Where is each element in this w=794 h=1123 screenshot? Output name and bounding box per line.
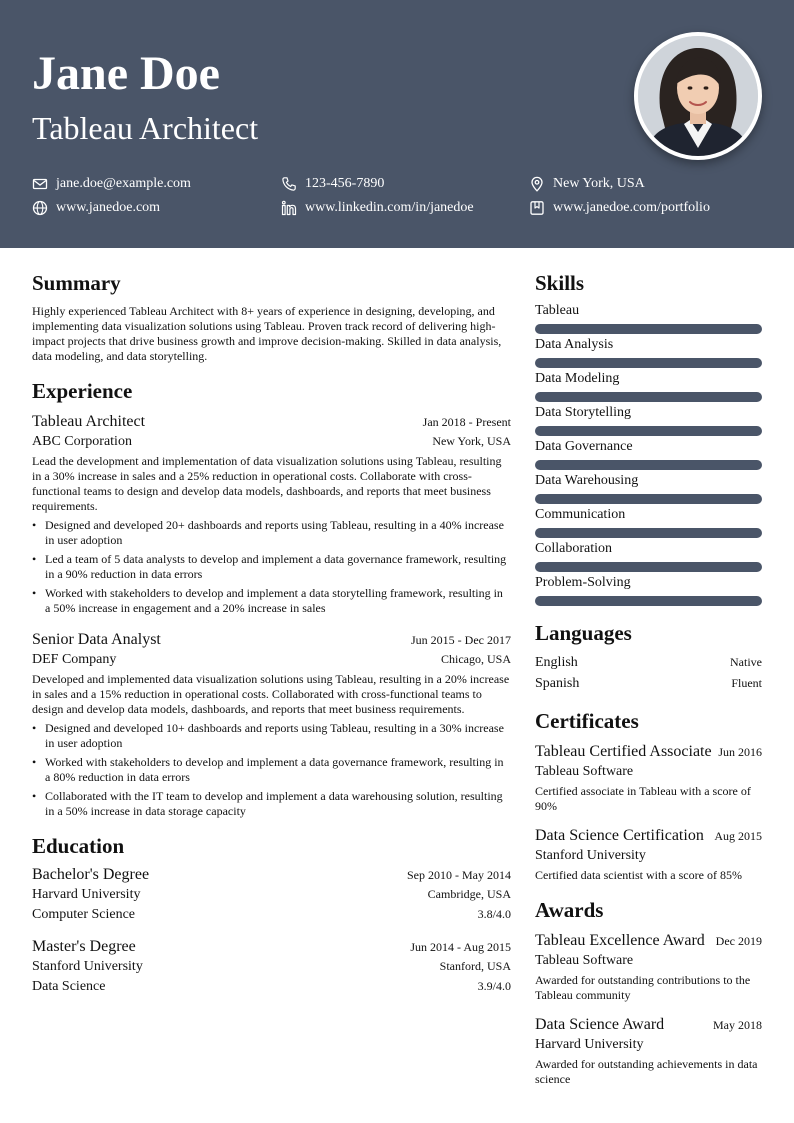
certificate-description: Certified associate in Tableau with a score of 90% bbox=[535, 784, 751, 813]
contact-portfolio-text[interactable]: www.janedoe.com/portfolio bbox=[553, 200, 710, 215]
job-entry bbox=[32, 630, 511, 819]
languages-heading: Languages bbox=[535, 621, 632, 645]
side-column bbox=[535, 270, 762, 1087]
field-of-study: Data Science bbox=[32, 979, 106, 994]
education-entry bbox=[32, 865, 511, 925]
candidate-name: Jane Doe bbox=[32, 47, 220, 100]
job-title: Tableau Architect bbox=[32, 413, 146, 430]
award-description: Awarded for outstanding contributions to the Tableau community bbox=[535, 973, 751, 1002]
certificate-issuer: Tableau Software bbox=[535, 764, 634, 779]
certificate-title: Tableau Certified Associate bbox=[535, 743, 712, 760]
skill-item bbox=[535, 506, 762, 538]
certificate-item bbox=[535, 826, 762, 883]
mail-icon bbox=[32, 176, 48, 192]
contact-website[interactable] bbox=[32, 199, 160, 217]
award-item bbox=[535, 931, 762, 1003]
contact-website-text[interactable]: www.janedoe.com bbox=[56, 200, 161, 215]
language-level: Native bbox=[730, 655, 762, 669]
skill-item bbox=[535, 438, 762, 470]
awards-heading: Awards bbox=[535, 898, 604, 922]
contact-portfolio[interactable] bbox=[529, 199, 710, 217]
job-achievement: • Worked with stakeholders to develop and implement a data storytelling framework, resulting in a 50% increase in engagement and a 20% increase in sales bbox=[32, 586, 511, 616]
language-item bbox=[535, 652, 762, 673]
location-pin-icon bbox=[529, 176, 545, 192]
job-description: Developed and implemented data visualization solutions using Tableau, resulting in a 20% increase in sales and a 15% reduction in operational costs. Collaborated with cross-functional teams to design and develop data models, dashboards, and reports that meet business requirements. bbox=[32, 672, 510, 716]
job-achievement: • Led a team of 5 data analysts to develop and implement a data governance framework, resulting in a 90% reduction in data errors bbox=[32, 552, 511, 582]
phone-icon bbox=[281, 176, 297, 192]
skill-name: Data Storytelling bbox=[535, 405, 632, 420]
skill-level-bar bbox=[535, 392, 762, 402]
certificate-item bbox=[535, 742, 762, 814]
job-company: DEF Company bbox=[32, 652, 117, 667]
education-entry bbox=[32, 937, 511, 997]
job-achievement: • Designed and developed 10+ dashboards and reports using Tableau, resulting in a 30% increase in user adoption bbox=[32, 721, 511, 751]
experience-section bbox=[32, 378, 511, 819]
profile-portrait-image bbox=[638, 36, 758, 156]
contact-email-text[interactable]: jane.doe@example.com bbox=[56, 176, 191, 191]
contact-location-text: New York, USA bbox=[553, 176, 645, 191]
award-description: Awarded for outstanding achievements in data science bbox=[535, 1057, 758, 1086]
contact-linkedin[interactable] bbox=[281, 199, 474, 217]
summary-heading: Summary bbox=[32, 271, 121, 295]
skill-name: Data Governance bbox=[535, 439, 633, 454]
job-entry bbox=[32, 412, 511, 616]
skill-name: Collaboration bbox=[535, 541, 612, 556]
language-name: English bbox=[535, 655, 578, 670]
certificate-date: Jun 2016 bbox=[718, 745, 762, 759]
skills-section bbox=[535, 270, 762, 606]
globe-icon bbox=[32, 200, 48, 216]
skill-item bbox=[535, 574, 762, 606]
degree: Bachelor's Degree bbox=[32, 866, 150, 883]
skill-name: Problem-Solving bbox=[535, 575, 631, 590]
skill-level-bar bbox=[535, 596, 762, 606]
languages-section bbox=[535, 620, 762, 694]
education-heading: Education bbox=[32, 834, 125, 858]
skill-name: Data Analysis bbox=[535, 337, 614, 352]
job-achievements bbox=[32, 518, 511, 616]
contact-linkedin-text[interactable]: www.linkedin.com/in/janedoe bbox=[305, 200, 474, 215]
skill-level-bar bbox=[535, 324, 762, 334]
language-name: Spanish bbox=[535, 676, 580, 691]
job-title: Senior Data Analyst bbox=[32, 631, 161, 648]
certificates-heading: Certificates bbox=[535, 709, 639, 733]
certificate-description: Certified data scientist with a score of 85% bbox=[535, 868, 742, 882]
profile-photo bbox=[634, 32, 762, 160]
job-location: Chicago, USA bbox=[441, 652, 511, 666]
school-location: Cambridge, USA bbox=[427, 887, 511, 901]
award-title: Tableau Excellence Award bbox=[535, 932, 705, 949]
contact-phone-text[interactable]: 123-456-7890 bbox=[305, 176, 385, 191]
degree: Master's Degree bbox=[32, 938, 136, 955]
portfolio-bookmark-icon bbox=[529, 200, 545, 216]
education-dates: Jun 2014 - Aug 2015 bbox=[410, 940, 511, 954]
job-achievement: • Collaborated with the IT team to develop and implement a data warehousing solution, resulting in a 50% increase in data storage capacity bbox=[32, 789, 511, 819]
skills-list bbox=[535, 302, 762, 606]
skill-name: Tableau bbox=[535, 303, 580, 318]
skill-name: Communication bbox=[535, 507, 626, 522]
job-company: ABC Corporation bbox=[32, 434, 132, 449]
certificate-issuer: Stanford University bbox=[535, 848, 646, 863]
award-date: Dec 2019 bbox=[715, 934, 762, 948]
skill-level-bar bbox=[535, 426, 762, 436]
contact-phone[interactable] bbox=[281, 175, 384, 193]
award-item bbox=[535, 1015, 762, 1087]
school: Stanford University bbox=[32, 959, 143, 974]
award-date: May 2018 bbox=[713, 1018, 762, 1032]
job-location: New York, USA bbox=[432, 434, 511, 448]
summary-section bbox=[32, 270, 511, 364]
education-dates: Sep 2010 - May 2014 bbox=[407, 868, 511, 882]
skill-item bbox=[535, 472, 762, 504]
main-column bbox=[32, 270, 511, 997]
experience-heading: Experience bbox=[32, 379, 133, 403]
certificates-section bbox=[535, 708, 762, 883]
resume-header bbox=[0, 0, 794, 248]
school-location: Stanford, USA bbox=[439, 959, 511, 973]
skill-item bbox=[535, 370, 762, 402]
language-level: Fluent bbox=[731, 676, 762, 690]
skill-item bbox=[535, 302, 762, 334]
skill-level-bar bbox=[535, 494, 762, 504]
field-of-study: Computer Science bbox=[32, 907, 136, 922]
education-section bbox=[32, 833, 511, 997]
skill-level-bar bbox=[535, 460, 762, 470]
gpa: 3.9/4.0 bbox=[477, 979, 511, 993]
award-title: Data Science Award bbox=[535, 1016, 665, 1033]
certificate-date: Aug 2015 bbox=[714, 829, 762, 843]
skill-item bbox=[535, 404, 762, 436]
language-item bbox=[535, 673, 762, 694]
gpa: 3.8/4.0 bbox=[477, 907, 511, 921]
certificate-title: Data Science Certification bbox=[535, 827, 704, 844]
job-dates: Jan 2018 - Present bbox=[422, 415, 511, 429]
summary-text: Highly experienced Tableau Architect with 8+ years of experience in designing, developing, and implementing data visualization solutions using Tableau. Proven track record of delivering high-impact projects that drive business growth and improve decision-making. Skilled in data analysis, data modeling, and data storytelling. bbox=[32, 304, 502, 363]
skill-level-bar bbox=[535, 562, 762, 572]
linkedin-icon bbox=[281, 200, 297, 216]
skill-item bbox=[535, 336, 762, 368]
awards-section bbox=[535, 897, 762, 1087]
skill-level-bar bbox=[535, 358, 762, 368]
skill-name: Data Modeling bbox=[535, 371, 620, 386]
skill-name: Data Warehousing bbox=[535, 473, 639, 488]
contact-email[interactable] bbox=[32, 175, 191, 193]
skills-heading: Skills bbox=[535, 271, 585, 295]
job-achievements bbox=[32, 721, 511, 819]
award-issuer: Harvard University bbox=[535, 1037, 644, 1052]
job-achievement: • Designed and developed 20+ dashboards and reports using Tableau, resulting in a 40% increase in user adoption bbox=[32, 518, 511, 548]
job-dates: Jun 2015 - Dec 2017 bbox=[411, 633, 511, 647]
skill-item bbox=[535, 540, 762, 572]
job-description: Lead the development and implementation of data visualization solutions using Tableau, resulting in a 30% increase in sales and a 25% reduction in operational costs. Collaborate with cross-functional teams to design and develop data models, dashboards, and reports that meet business requirements. bbox=[32, 454, 502, 513]
school: Harvard University bbox=[32, 887, 141, 902]
skill-level-bar bbox=[535, 528, 762, 538]
job-achievement: • Worked with stakeholders to develop and implement a data governance framework, resulting in a 80% reduction in data errors bbox=[32, 755, 511, 785]
contact-location bbox=[529, 175, 645, 193]
award-issuer: Tableau Software bbox=[535, 953, 634, 968]
candidate-title: Tableau Architect bbox=[32, 110, 259, 146]
